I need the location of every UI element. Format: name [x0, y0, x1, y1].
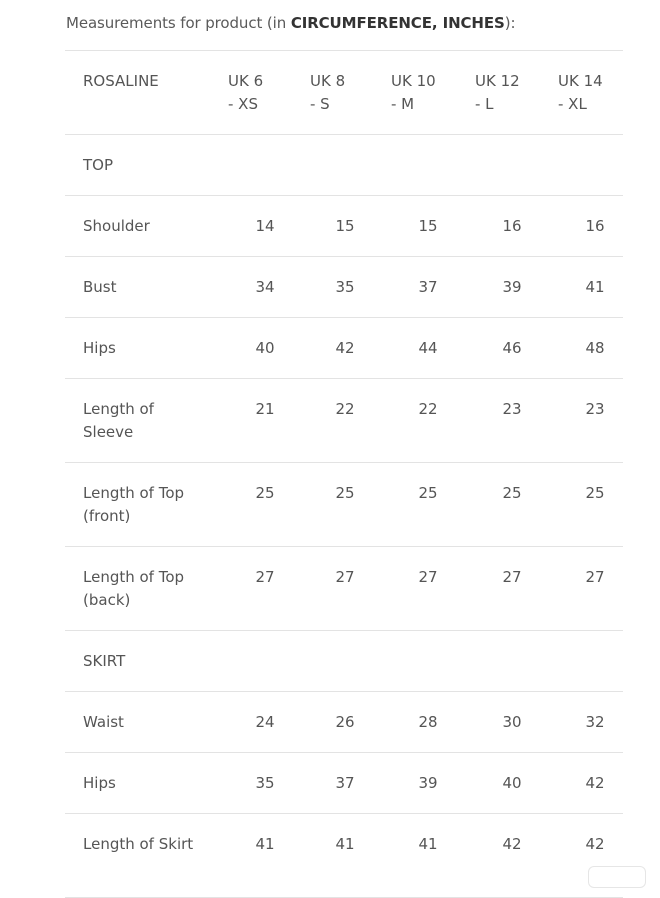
value-cell: 35 [335, 278, 355, 296]
size-header [391, 70, 451, 116]
value-cell: 32 [585, 713, 605, 731]
table-row [65, 547, 623, 631]
size-header-line: - M [391, 95, 415, 113]
size-header-line: - XL [558, 95, 587, 113]
size-header-line: UK 10 [391, 72, 436, 90]
value-cell: 23 [502, 400, 522, 418]
corner-widget[interactable] [588, 866, 646, 888]
value-cell: 25 [255, 484, 275, 502]
section-title: TOP [83, 156, 114, 174]
intro-emphasis: CIRCUMFERENCE, INCHES [290, 14, 505, 32]
row-label: Length of Sleeve [83, 400, 154, 441]
value-cell: 44 [418, 339, 438, 357]
table-row [65, 196, 623, 257]
size-header-line: - XS [228, 95, 258, 113]
size-header-line: UK 14 [558, 72, 603, 90]
value-cell: 16 [502, 217, 522, 235]
intro-prefix: Measurements for product (in [66, 14, 291, 32]
value-cell: 41 [255, 835, 275, 853]
value-cell: 39 [502, 278, 522, 296]
value-cell: 48 [585, 339, 605, 357]
value-cell: 16 [585, 217, 605, 235]
value-cell: 22 [335, 400, 355, 418]
size-header [558, 70, 618, 116]
value-cell: 23 [585, 400, 605, 418]
value-cell: 25 [585, 484, 605, 502]
size-header-line: UK 6 [228, 72, 264, 90]
value-cell: 25 [335, 484, 355, 502]
value-cell: 24 [255, 713, 275, 731]
value-cell: 26 [335, 713, 355, 731]
value-cell: 22 [418, 400, 438, 418]
value-cell: 14 [255, 217, 275, 235]
size-header [310, 70, 370, 116]
size-header-line: UK 8 [310, 72, 346, 90]
value-cell: 27 [255, 568, 275, 586]
corner-label: ROSALINE [83, 72, 159, 90]
table-row [65, 814, 623, 898]
value-cell: 35 [255, 774, 275, 792]
table-row [65, 318, 623, 379]
value-cell: 40 [502, 774, 522, 792]
size-chart-table [65, 50, 623, 898]
header-row [65, 51, 623, 135]
section-row-skirt [65, 631, 623, 692]
row-label: Bust [83, 278, 117, 296]
value-cell: 30 [502, 713, 522, 731]
value-cell: 27 [585, 568, 605, 586]
value-cell: 15 [335, 217, 355, 235]
size-header [475, 70, 535, 116]
value-cell: 41 [585, 278, 605, 296]
size-header [228, 70, 288, 116]
value-cell: 25 [418, 484, 438, 502]
section-title: SKIRT [83, 652, 126, 670]
size-header-line: - S [310, 95, 330, 113]
value-cell: 27 [418, 568, 438, 586]
value-cell: 40 [255, 339, 275, 357]
value-cell: 46 [502, 339, 522, 357]
value-cell: 37 [418, 278, 438, 296]
table-row [65, 463, 623, 547]
value-cell: 42 [502, 835, 522, 853]
size-header-line: - L [475, 95, 494, 113]
table-row [65, 753, 623, 814]
value-cell: 25 [502, 484, 522, 502]
row-label: Length of Top (back) [83, 568, 185, 609]
value-cell: 42 [335, 339, 355, 357]
table-row [65, 257, 623, 318]
row-label: Shoulder [83, 217, 150, 235]
measurements-intro [66, 14, 515, 32]
value-cell: 41 [418, 835, 438, 853]
row-label: Waist [83, 713, 124, 731]
row-label: Hips [83, 339, 116, 357]
value-cell: 42 [585, 774, 605, 792]
value-cell: 28 [418, 713, 438, 731]
value-cell: 39 [418, 774, 438, 792]
table-row [65, 379, 623, 463]
value-cell: 41 [335, 835, 355, 853]
intro-suffix: ): [504, 14, 516, 32]
value-cell: 42 [585, 835, 605, 853]
section-row-top [65, 135, 623, 196]
row-label: Length of Skirt [83, 835, 194, 853]
value-cell: 34 [255, 278, 275, 296]
size-header-line: UK 12 [475, 72, 520, 90]
row-label: Length of Top (front) [83, 484, 185, 525]
value-cell: 27 [502, 568, 522, 586]
table-row [65, 692, 623, 753]
row-label: Hips [83, 774, 116, 792]
value-cell: 21 [255, 400, 275, 418]
value-cell: 15 [418, 217, 438, 235]
value-cell: 27 [335, 568, 355, 586]
value-cell: 37 [335, 774, 355, 792]
